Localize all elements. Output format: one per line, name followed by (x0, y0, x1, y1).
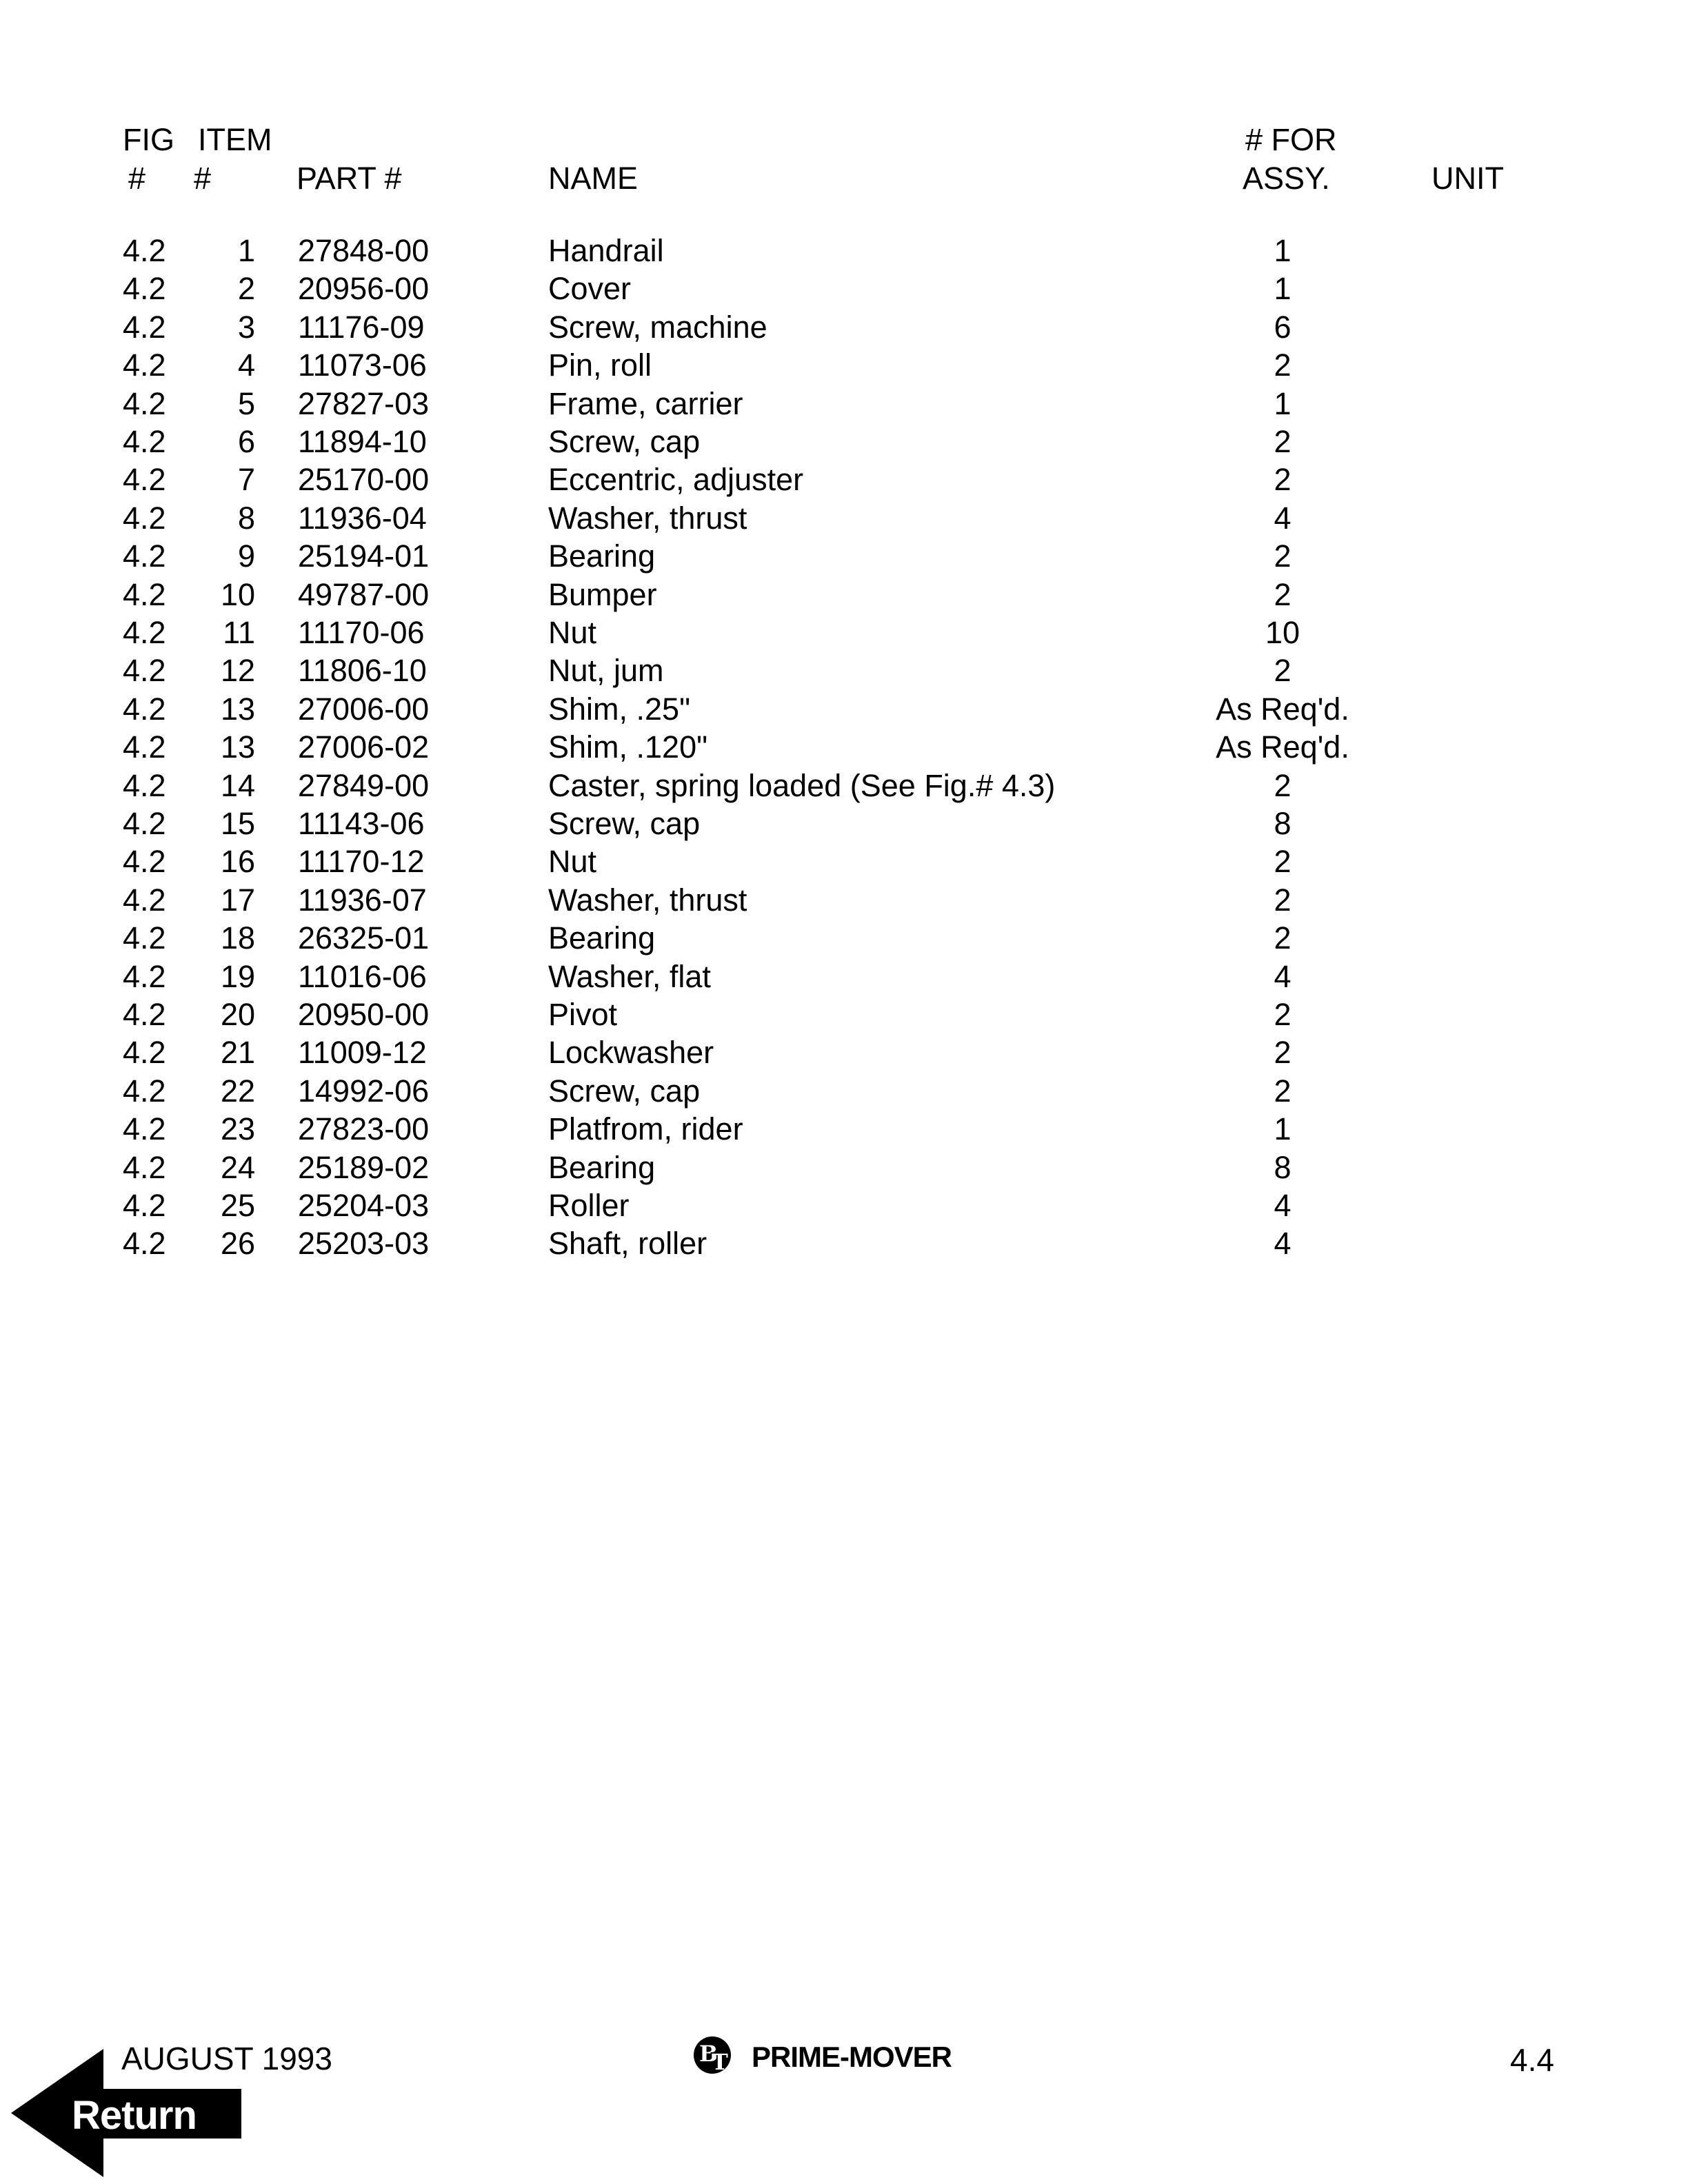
cell-item: 9 (237, 538, 255, 574)
page-number: 4.4 (1510, 2042, 1554, 2078)
cell-part: 25194-01 (298, 538, 430, 574)
table-row (0, 808, 1688, 840)
cell-qty: 10 (1265, 615, 1300, 650)
cell-qty: 4 (1274, 500, 1292, 536)
cell-fig: 4.2 (123, 1035, 166, 1071)
cell-fig: 4.2 (123, 500, 166, 536)
cell-fig: 4.2 (123, 1073, 166, 1109)
cell-fig: 4.2 (123, 1226, 166, 1262)
cell-fig: 4.2 (123, 271, 166, 307)
cell-fig: 4.2 (123, 385, 166, 421)
cell-name: Washer, thrust (548, 500, 747, 536)
cell-fig: 4.2 (123, 233, 166, 268)
table-row (0, 999, 1688, 1031)
cell-name: Caster, spring loaded (See Fig.# 4.3) (548, 767, 1056, 803)
cell-qty: As Req'd. (1216, 691, 1349, 727)
cell-item: 26 (220, 1226, 255, 1262)
table-row (0, 846, 1688, 878)
cell-item: 12 (220, 653, 255, 689)
cell-part: 11936-07 (298, 882, 427, 918)
cell-fig: 4.2 (123, 691, 166, 727)
cell-qty: 2 (1274, 767, 1292, 803)
return-button[interactable]: Return (72, 2093, 197, 2138)
cell-item: 21 (220, 1035, 255, 1071)
cell-fig: 4.2 (123, 653, 166, 689)
header-fig: FIG (123, 122, 174, 157)
table-row (0, 1113, 1688, 1145)
cell-fig: 4.2 (123, 920, 166, 956)
cell-part: 11009-12 (298, 1035, 427, 1071)
cell-qty: 4 (1274, 1188, 1292, 1223)
cell-item: 5 (237, 385, 255, 421)
table-row (0, 309, 1688, 345)
header-item: ITEM (198, 122, 272, 157)
cell-part: 27006-02 (298, 729, 430, 765)
cell-fig: 4.2 (123, 347, 166, 383)
cell-name: Shim, .25" (548, 691, 691, 727)
cell-item: 14 (220, 767, 255, 803)
table-row (0, 1228, 1688, 1260)
table-row (0, 655, 1688, 687)
cell-item: 18 (220, 920, 255, 956)
cell-item: 10 (220, 576, 255, 612)
cell-fig: 4.2 (123, 538, 166, 574)
cell-item: 19 (220, 958, 255, 994)
cell-qty: 2 (1274, 653, 1292, 689)
cell-qty: 2 (1274, 997, 1292, 1032)
cell-fig: 4.2 (123, 997, 166, 1032)
cell-part: 27006-00 (298, 691, 430, 727)
cell-name: Pin, roll (548, 347, 652, 383)
cell-qty: 2 (1274, 462, 1292, 498)
cell-name: Bearing (548, 920, 656, 956)
cell-item: 22 (220, 1073, 255, 1109)
cell-name: Screw, cap (548, 806, 701, 841)
cell-item: 6 (237, 424, 255, 459)
header-part-num: PART # (297, 161, 402, 196)
cell-part: 11170-12 (298, 844, 425, 880)
table-row (0, 617, 1688, 649)
header-num-for: # FOR (1245, 122, 1337, 157)
cell-qty: 2 (1274, 576, 1292, 612)
cell-name: Bumper (548, 576, 657, 612)
table-row (0, 691, 1688, 727)
cell-fig: 4.2 (123, 806, 166, 841)
cell-qty: 4 (1274, 958, 1292, 994)
cell-fig: 4.2 (123, 576, 166, 612)
cell-name: Eccentric, adjuster (548, 462, 804, 498)
table-row (0, 958, 1688, 994)
cell-item: 8 (237, 500, 255, 536)
table-row (0, 767, 1688, 803)
cell-name: Bearing (548, 538, 656, 574)
cell-fig: 4.2 (123, 1149, 166, 1185)
cell-qty: 2 (1274, 1035, 1292, 1071)
cell-item: 7 (237, 462, 255, 498)
cell-name: Handrail (548, 233, 664, 268)
cell-name: Pivot (548, 997, 618, 1032)
cell-item: 3 (237, 309, 255, 345)
cell-item: 13 (220, 729, 255, 765)
cell-name: Lockwasher (548, 1035, 714, 1071)
cell-name: Screw, cap (548, 1073, 701, 1109)
cell-item: 24 (220, 1149, 255, 1185)
cell-part: 11176-09 (298, 309, 425, 345)
cell-fig: 4.2 (123, 1188, 166, 1223)
cell-item: 11 (223, 615, 255, 650)
cell-fig: 4.2 (123, 615, 166, 650)
header-assy: ASSY. (1243, 161, 1330, 196)
cell-item: 16 (220, 844, 255, 880)
cell-qty: 1 (1274, 385, 1292, 421)
cell-qty: 8 (1274, 806, 1292, 841)
cell-name: Screw, machine (548, 309, 767, 345)
cell-item: 13 (220, 691, 255, 727)
cell-qty: 1 (1274, 233, 1292, 268)
table-row (0, 273, 1688, 305)
revision-date: AUGUST 1993 (121, 2041, 332, 2076)
cell-item: 2 (237, 271, 255, 307)
brand-name: PRIME-MOVER (752, 2041, 952, 2073)
cell-qty: 2 (1274, 882, 1292, 918)
cell-part: 25170-00 (298, 462, 430, 498)
cell-part: 20950-00 (298, 997, 430, 1032)
cell-qty: 6 (1274, 309, 1292, 345)
cell-name: Washer, flat (548, 958, 711, 994)
table-row (0, 500, 1688, 536)
cell-qty: 2 (1274, 538, 1292, 574)
cell-name: Shaft, roller (548, 1226, 707, 1262)
table-row (0, 1075, 1688, 1107)
cell-item: 20 (220, 997, 255, 1032)
table-row (0, 1190, 1688, 1222)
cell-qty: 8 (1274, 1149, 1292, 1185)
table-row (0, 235, 1688, 267)
cell-part: 25189-02 (298, 1149, 430, 1185)
header-fig-hash: # (128, 161, 146, 196)
cell-name: Bearing (548, 1149, 656, 1185)
cell-fig: 4.2 (123, 424, 166, 459)
cell-fig: 4.2 (123, 882, 166, 918)
cell-part: 26325-01 (298, 920, 430, 956)
cell-fig: 4.2 (123, 958, 166, 994)
cell-name: Screw, cap (548, 424, 701, 459)
table-row (0, 731, 1688, 763)
cell-qty: 1 (1274, 1111, 1292, 1147)
table-row (0, 1149, 1688, 1185)
cell-fig: 4.2 (123, 309, 166, 345)
cell-part: 49787-00 (298, 576, 430, 612)
table-row (0, 540, 1688, 572)
cell-qty: 2 (1274, 1073, 1292, 1109)
header-unit: UNIT (1431, 161, 1504, 196)
cell-qty: 2 (1274, 424, 1292, 459)
cell-item: 25 (220, 1188, 255, 1223)
cell-name: Nut, jum (548, 653, 664, 689)
cell-part: 27823-00 (298, 1111, 430, 1147)
cell-item: 15 (220, 806, 255, 841)
table-row (0, 347, 1688, 383)
cell-name: Cover (548, 271, 632, 307)
table-row (0, 576, 1688, 612)
table-row (0, 1037, 1688, 1069)
header-item-hash: # (194, 161, 212, 196)
cell-part: 11170-06 (298, 615, 425, 650)
cell-qty: 2 (1274, 844, 1292, 880)
cell-name: Roller (548, 1188, 630, 1223)
cell-name: Washer, thrust (548, 882, 747, 918)
cell-name: Platfrom, rider (548, 1111, 743, 1147)
cell-part: 11016-06 (298, 958, 427, 994)
cell-name: Shim, .120" (548, 729, 708, 765)
cell-name: Nut (548, 844, 597, 880)
cell-part: 27849-00 (298, 767, 430, 803)
cell-part: 11806-10 (298, 653, 427, 689)
cell-item: 1 (237, 233, 255, 268)
cell-fig: 4.2 (123, 462, 166, 498)
cell-fig: 4.2 (123, 1111, 166, 1147)
cell-name: Nut (548, 615, 597, 650)
cell-item: 23 (220, 1111, 255, 1147)
cell-part: 11073-06 (298, 347, 427, 383)
cell-qty: As Req'd. (1216, 729, 1349, 765)
cell-part: 27827-03 (298, 385, 430, 421)
cell-name: Frame, carrier (548, 385, 743, 421)
cell-qty: 2 (1274, 920, 1292, 956)
table-row (0, 426, 1688, 458)
cell-part: 25203-03 (298, 1226, 430, 1262)
table-row (0, 922, 1688, 954)
cell-part: 11936-04 (298, 500, 427, 536)
cell-fig: 4.2 (123, 729, 166, 765)
cell-qty: 4 (1274, 1226, 1292, 1262)
cell-part: 27848-00 (298, 233, 430, 268)
cell-part: 25204-03 (298, 1188, 430, 1223)
bt-logo-letter-t: T (712, 2049, 728, 2075)
table-row (0, 385, 1688, 421)
cell-part: 20956-00 (298, 271, 430, 307)
cell-part: 11143-06 (298, 806, 425, 841)
cell-fig: 4.2 (123, 767, 166, 803)
cell-qty: 2 (1274, 347, 1292, 383)
cell-part: 11894-10 (298, 424, 427, 459)
cell-item: 17 (220, 882, 255, 918)
header-name: NAME (548, 161, 639, 196)
cell-qty: 1 (1274, 271, 1292, 307)
cell-fig: 4.2 (123, 844, 166, 880)
cell-item: 4 (237, 347, 255, 383)
bt-logo-letter-b: B (699, 2041, 719, 2067)
cell-part: 14992-06 (298, 1073, 430, 1109)
table-row (0, 464, 1688, 496)
table-row (0, 884, 1688, 916)
